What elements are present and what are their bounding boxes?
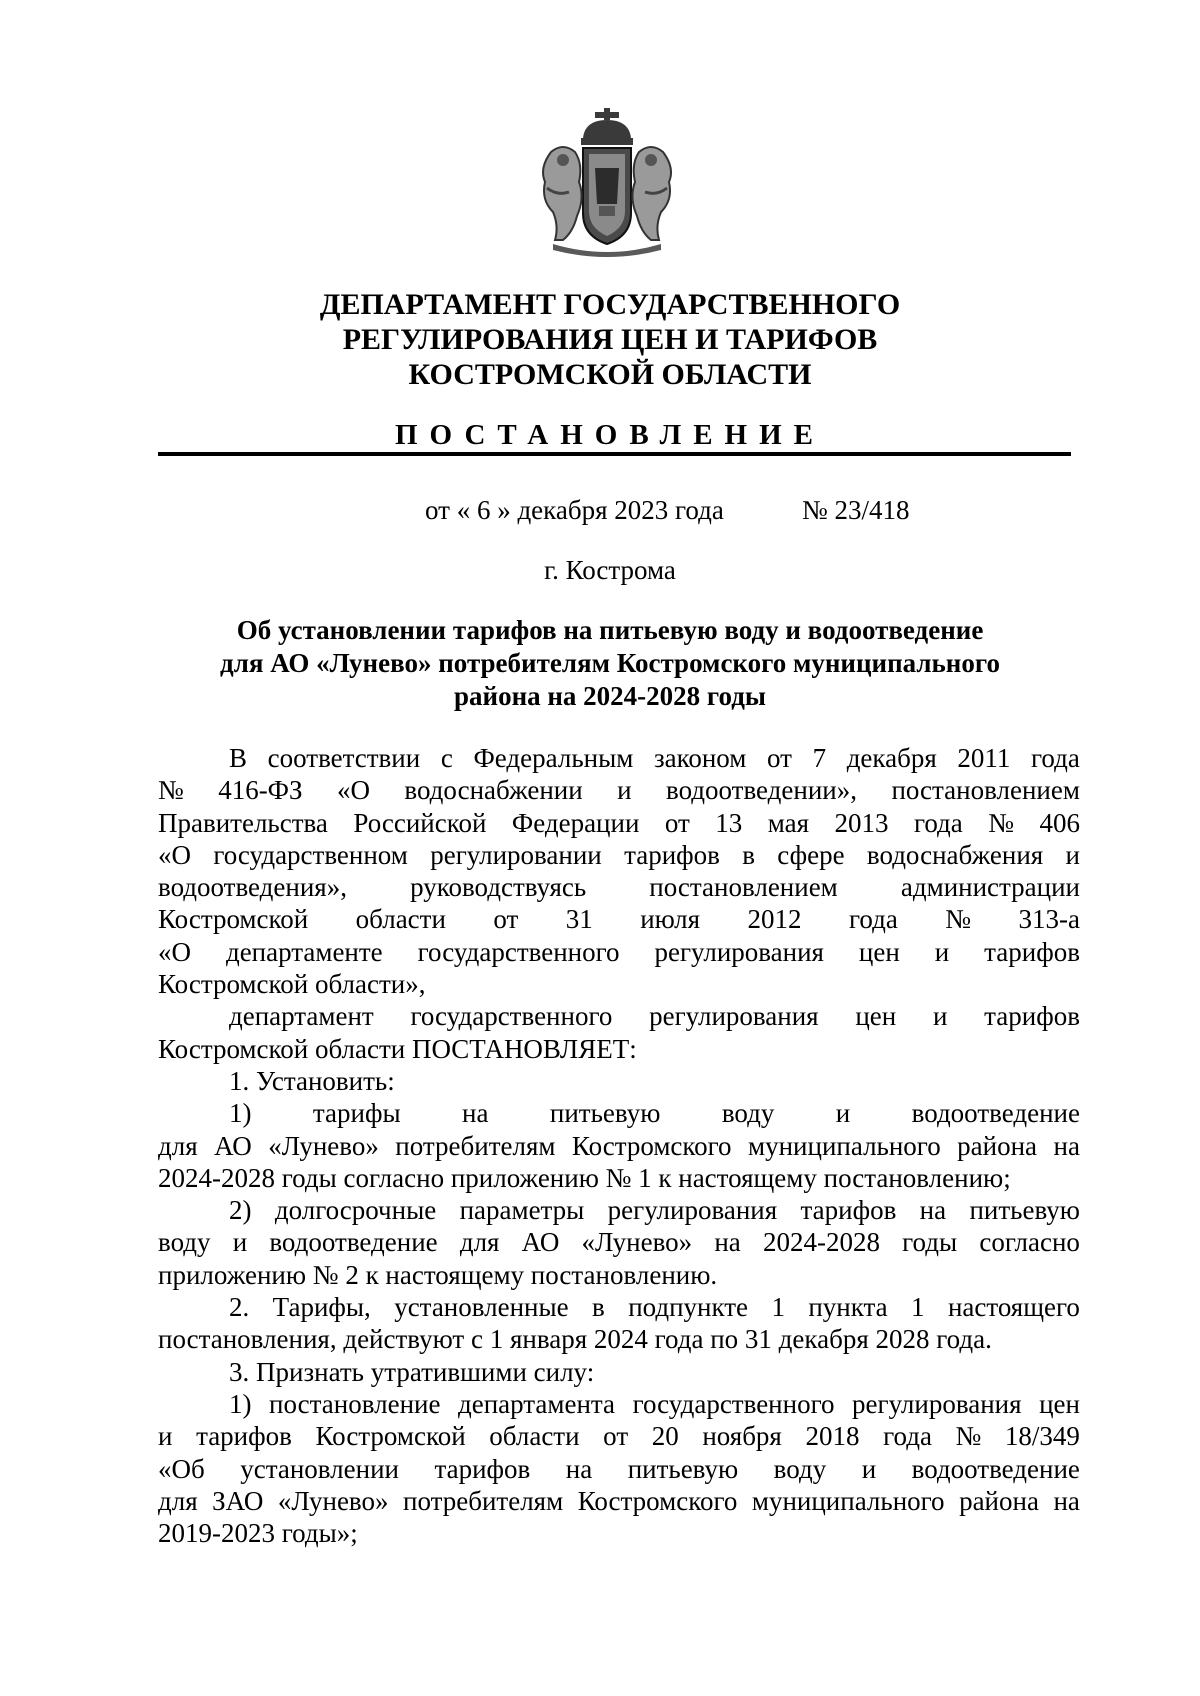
body-word: 1 [911, 1292, 925, 1323]
body-word: года [883, 1421, 932, 1452]
body-word: Федеральным [473, 743, 634, 773]
body-word: пункта [808, 1292, 888, 1323]
body-word: регулирования [654, 936, 824, 967]
body-word: воду [158, 1227, 211, 1258]
body-word: 1) [229, 1388, 252, 1419]
document-body [158, 742, 1080, 1549]
body-word: на [919, 1195, 947, 1226]
body-word: настоящего [947, 1292, 1080, 1323]
body-line [158, 774, 1080, 806]
body-word: АО [521, 1227, 560, 1258]
body-word: регулирования [649, 1001, 819, 1032]
body-word: муниципального [751, 1485, 945, 1516]
body-line [158, 742, 1080, 774]
body-line [158, 1000, 1080, 1032]
body-word: водоотведение [269, 1227, 438, 1258]
body-line [158, 1226, 1080, 1258]
body-word: тарифов [196, 1421, 292, 1452]
body-word: 2012 [747, 904, 802, 935]
body-word: «Лунево» [581, 1227, 693, 1258]
body-word: руководствуясь [410, 872, 587, 903]
body-word: и [861, 1453, 877, 1484]
body-word: района [957, 1130, 1038, 1161]
body-word: от [493, 904, 519, 935]
body-word: В [229, 743, 248, 773]
body-word: годы [902, 1227, 958, 1258]
body-word: Костромского [571, 1130, 732, 1161]
body-word: Тарифы, [272, 1292, 371, 1323]
body-word: постановлением [649, 872, 838, 903]
body-word: соответствии [267, 743, 421, 773]
body-word: области [355, 904, 446, 935]
body-word: постановление [269, 1388, 441, 1419]
body-word: ЗАО [212, 1485, 264, 1516]
body-word: в [742, 839, 755, 870]
body-word: № [955, 1421, 982, 1452]
body-word: для [459, 1227, 500, 1258]
body-line [158, 839, 1080, 871]
document-city: г. Кострома [544, 555, 676, 585]
body-word: 2011 [957, 743, 1011, 773]
body-word: 2. [229, 1292, 250, 1323]
body-word: «О [158, 936, 191, 967]
body-word: «Лунево» [277, 1485, 389, 1516]
body-line: приложению № 2 к настоящему постановлению. [158, 1259, 718, 1290]
body-word: 406 [1039, 807, 1080, 838]
document-date: от « 6 » декабря 2023 года [425, 495, 724, 525]
body-line [158, 807, 1080, 839]
body-word: области [489, 1421, 580, 1452]
body-line [158, 871, 1080, 903]
body-word: Костромского [577, 1485, 738, 1516]
body-line [158, 1291, 1080, 1323]
body-word: подпункте [628, 1292, 749, 1323]
body-word: Правительства [158, 807, 328, 838]
body-word: департамента [458, 1388, 616, 1419]
body-word: государственного [410, 1001, 613, 1032]
body-word: в [592, 1292, 605, 1323]
org-name-line-1: ДЕПАРТАМЕНТ ГОСУДАРСТВЕННОГО [319, 288, 901, 321]
coat-of-arms-icon [533, 108, 681, 258]
body-word: 2013 [834, 807, 889, 838]
body-word: и [617, 775, 632, 806]
body-line [158, 1097, 1080, 1129]
org-name-line-3: КОСТРОМСКОЙ ОБЛАСТИ [408, 358, 812, 391]
body-word: регулирования [852, 1388, 1022, 1419]
body-word: 18/349 [1004, 1421, 1080, 1452]
body-word: района [959, 1485, 1039, 1516]
body-word: с [440, 743, 453, 773]
body-word: «Лунево» [268, 1130, 379, 1161]
body-word: «О [336, 775, 370, 806]
body-word: и [158, 1421, 173, 1452]
body-line [158, 1420, 1080, 1452]
body-word: года [848, 904, 898, 935]
body-word: для [158, 1485, 198, 1516]
body-word: № [945, 904, 972, 935]
body-word: тарифы [312, 1098, 401, 1129]
body-word: от [766, 743, 792, 773]
body-word: департаменте [225, 936, 383, 967]
body-word: и [1065, 839, 1080, 870]
document-title-line-1: Об установлении тарифов на питьевую воду и водоотведение [236, 615, 984, 645]
body-word: согласно [979, 1227, 1080, 1258]
body-word: № [988, 807, 1015, 838]
document-number: № 23/418 [802, 495, 910, 525]
body-line: 2019-2023 годы»; [158, 1518, 358, 1549]
body-word: воду [773, 1453, 827, 1484]
body-line [158, 1485, 1080, 1517]
body-word: тарифов [984, 1001, 1080, 1032]
body-word: 7 [812, 743, 827, 773]
body-word: водоснабжении [404, 775, 583, 806]
body-word: на [1053, 1485, 1080, 1516]
body-word: водоотведении», [666, 775, 858, 806]
body-word: декабря [846, 743, 937, 773]
body-word: года [913, 807, 963, 838]
body-word: для [158, 1130, 198, 1161]
body-word: водоотведение [911, 1453, 1080, 1484]
body-word: «О [158, 839, 191, 870]
body-word: 2024-2028 [762, 1227, 880, 1258]
body-word: цен [858, 936, 900, 967]
body-line [158, 936, 1080, 968]
body-line [158, 1194, 1080, 1226]
body-word: законом [653, 743, 747, 773]
body-word: потребителям [403, 1485, 564, 1516]
body-word: регулировании [430, 839, 602, 870]
body-word: и [934, 936, 950, 967]
body-word: воду [721, 1098, 775, 1129]
body-line [158, 1453, 1080, 1485]
org-name-line-2: РЕГУЛИРОВАНИЯ ЦЕН И ТАРИФОВ [342, 323, 878, 356]
body-word: департамент [229, 1001, 374, 1032]
body-word: Федерации [511, 807, 640, 838]
body-line: постановления, действуют с 1 января 2024 года по 31 декабря 2028 года. [158, 1324, 992, 1355]
body-word: установлении [240, 1453, 399, 1484]
body-word: Костромской [158, 904, 309, 935]
body-word: 416-ФЗ [218, 775, 303, 806]
body-word: питьевую [549, 1098, 661, 1129]
body-line [158, 1130, 1080, 1162]
body-word: 313-а [1018, 904, 1080, 935]
body-word: водоотведения», [158, 872, 347, 903]
body-word: на [462, 1098, 489, 1129]
body-word: цен [855, 1001, 897, 1032]
body-word: водоснабжения [866, 839, 1044, 870]
body-word: сфере [777, 839, 845, 870]
body-word: постановлением [891, 775, 1080, 806]
body-word: 20 [651, 1421, 679, 1452]
body-word: муниципального [748, 1130, 941, 1161]
body-word: на [714, 1227, 741, 1258]
body-word: № [158, 775, 184, 806]
body-word: и [232, 1227, 248, 1258]
body-word: тарифов [624, 839, 720, 870]
body-word: года [1031, 743, 1080, 773]
body-word: Российской [353, 807, 487, 838]
body-word: государственного [417, 936, 620, 967]
body-word: государственного [632, 1388, 835, 1419]
body-line [158, 903, 1080, 935]
body-word: «Об [158, 1453, 205, 1484]
body-word: 2018 [805, 1421, 860, 1452]
body-word: питьевую [627, 1453, 739, 1484]
document-title-line-2: для АО «Лунево» потребителям Костромского муниципального [220, 648, 1000, 678]
document-title-line-3: района на 2024-2028 годы [454, 681, 766, 711]
body-word: цен [1039, 1388, 1080, 1419]
body-word: установленные [394, 1292, 569, 1323]
body-word: и [835, 1098, 851, 1129]
body-word: администрации [900, 872, 1080, 903]
body-word: регулирования [607, 1195, 778, 1226]
body-word: июля [640, 904, 701, 935]
header-divider [158, 452, 1071, 456]
body-word: ноября [702, 1421, 782, 1452]
body-word: и [932, 1001, 948, 1032]
body-word: тарифов [984, 936, 1080, 967]
body-word: питьевую [969, 1195, 1080, 1226]
body-word: от [664, 807, 690, 838]
body-word: на [1053, 1130, 1080, 1161]
body-word: мая [767, 807, 810, 838]
body-word: долгосрочные [274, 1195, 437, 1226]
body-word: от [603, 1421, 629, 1452]
body-word: 13 [715, 807, 743, 838]
body-word: 1 [771, 1292, 785, 1323]
body-word: тарифов [434, 1453, 531, 1484]
body-word: АО [214, 1130, 252, 1161]
body-line [158, 1388, 1080, 1420]
body-word: 31 [565, 904, 593, 935]
body-line: Костромской области ПОСТАНОВЛЯЕТ: [158, 1033, 637, 1064]
body-line: 1. Установить: [229, 1065, 395, 1096]
body-word: параметры [459, 1195, 585, 1226]
body-word: водоотведение [911, 1098, 1080, 1129]
body-word: 2) [229, 1195, 252, 1226]
body-line: Костромской области», [158, 969, 426, 1000]
body-word: 1) [229, 1098, 252, 1129]
body-word: на [565, 1453, 593, 1484]
body-word: Костромской [315, 1421, 466, 1452]
document-type: ПОСТАНОВЛЕНИЕ [394, 419, 825, 451]
body-word: тарифов [800, 1195, 897, 1226]
body-word: потребителям [395, 1130, 556, 1161]
body-line: 3. Признать утратившими силу: [229, 1356, 595, 1387]
body-line: 2024-2028 годы согласно приложению № 1 к настоящему постановлению; [158, 1162, 1011, 1193]
body-word: государственном [213, 839, 408, 870]
